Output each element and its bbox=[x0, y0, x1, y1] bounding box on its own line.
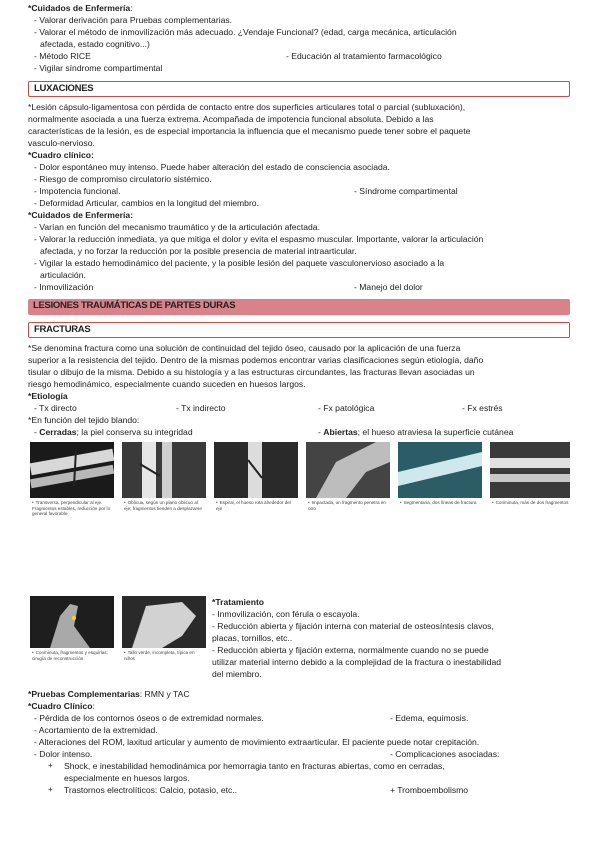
list-item: - Complicaciones asociadas: bbox=[390, 749, 500, 759]
subheading: *Tratamiento bbox=[212, 597, 265, 607]
list-item: - Educación al tratamiento farmacológico bbox=[286, 51, 442, 61]
xray-image-tallo-verde bbox=[122, 596, 206, 648]
xray-image-segmentaria bbox=[398, 442, 482, 498]
paragraph-line: superior a la resistencia del tejido. Dentro de la mismas podemos encontrar varias clasificaciones según etiología, daño bbox=[28, 355, 484, 365]
paragraph-line: *Lesión cápsulo-ligamentosa con pérdida de contacto entre dos superficies articulares total o parcial (subluxación), bbox=[28, 102, 466, 112]
image-caption: • Conminuta, fragmentos y esquirlas; cirugía de reconstrucción bbox=[32, 650, 114, 661]
image-caption: • Espiral, el hueso rota alrededor del eje bbox=[216, 500, 298, 511]
cuidados-line: *Cuidados de Enfermería: bbox=[28, 3, 133, 13]
list-item: - Tx indirecto bbox=[176, 403, 226, 413]
list-item: - Reducción abierta y fijación interna con material de osteosíntesis clavos, bbox=[212, 621, 494, 631]
bullet-marker: + bbox=[48, 785, 53, 794]
list-item: del miembro. bbox=[212, 669, 262, 679]
list-item: especialmente en huesos largos. bbox=[64, 773, 190, 783]
paragraph-line: características de la lesión, es de especial importancia la influencia que el mecanismo puede tener sobre el paquete bbox=[28, 126, 471, 136]
list-item: articulación. bbox=[40, 270, 86, 280]
list-item: - Manejo del dolor bbox=[354, 282, 423, 292]
list-item: - Alteraciones del ROM, laxitud articular y aumento de movimiento extraarticular. El paciente puede notar crepitación. bbox=[34, 737, 480, 747]
list-item: afectada, estado cognitivo...) bbox=[40, 39, 150, 49]
list-item: - Fx patológica bbox=[318, 403, 375, 413]
bullet-marker: + bbox=[48, 761, 53, 770]
paragraph-line: riesgo hemodinámico, especialmente cuando suceden en huesos largos. bbox=[28, 379, 306, 389]
image-caption: • Tallo verde, incompleta, típica en niños bbox=[124, 650, 206, 661]
paragraph-line: *Se denomina fractura como una solución de continuidad del tejido óseo, causado por la aplicación de una fuerza bbox=[28, 343, 461, 353]
subheading: *Cuidados de Enfermería: bbox=[28, 210, 134, 220]
list-item: - Impotencia funcional. bbox=[34, 186, 121, 196]
xray-image-conminuta-mano bbox=[30, 596, 114, 648]
list-item: - Dolor espontáneo muy intenso. Puede haber alteración del estado de consciencia asociada. bbox=[34, 162, 390, 172]
list-item: - Vigilar síndrome compartimental bbox=[34, 63, 163, 73]
list-item: - Deformidad Articular, cambios en la longitud del miembro. bbox=[34, 198, 259, 208]
section-header-partes-duras: LESIONES TRAUMÁTICAS DE PARTES DURAS bbox=[28, 299, 570, 315]
list-item: - Reducción abierta y fijación externa, normalmente cuando no se puede bbox=[212, 645, 489, 655]
xray-image-oblicua bbox=[122, 442, 206, 498]
list-item: - Edema, equimosis. bbox=[390, 713, 469, 723]
list-item: utilizar material interno debido a la complejidad de la fractura o inestabilidad bbox=[212, 657, 502, 667]
list-item: Shock, e inestabilidad hemodinámica por hemorragia tanto en fracturas abiertas, como en cerradas, bbox=[64, 761, 445, 771]
list-item: placas, tornillos, etc.. bbox=[212, 633, 293, 643]
list-item: - Varían en función del mecanismo traumático y de la articulación afectada. bbox=[34, 222, 320, 232]
list-item: - Tx directo bbox=[34, 403, 77, 413]
section-header-luxaciones: LUXACIONES bbox=[28, 81, 570, 97]
paragraph-line: normalmente asociada a una fuerza extrema. Acompañada de impotencia funcional absoluta. Debido a las bbox=[28, 114, 434, 124]
image-caption: • Transversa, perpendicular al eje. Fragmentos estables, reducción por lo general favorable bbox=[32, 500, 114, 517]
list-item: - Dolor intenso. bbox=[34, 749, 93, 759]
xray-image-impactada bbox=[306, 442, 390, 498]
list-item: - Inmovilización, con férula o escayola. bbox=[212, 609, 360, 619]
list-item: - Inmovilización bbox=[34, 282, 94, 292]
list-item: - Fx estrés bbox=[462, 403, 503, 413]
list-item: afectada, y no forzar la reducción por la posible presencia de material intraarticular. bbox=[40, 246, 357, 256]
paragraph-line: vasculo-nervioso. bbox=[28, 138, 95, 148]
list-item: - Valorar la reducción inmediata, ya que mitiga el dolor y evita el espasmo muscular. Importante, valorar la articulación bbox=[34, 234, 484, 244]
list-item: - Valorar derivación para Pruebas complementarias. bbox=[34, 15, 233, 25]
list-item: - Valorar el método de inmovilización más adecuado. ¿Vendaje Funcional? (edad, carga mecánica, articulación bbox=[34, 27, 457, 37]
list-item: - Abiertas; el hueso atraviesa la superficie cutánea bbox=[318, 427, 514, 437]
list-item: - Síndrome compartimental bbox=[354, 186, 458, 196]
list-item: - Riesgo de compromiso circulatorio sistémico. bbox=[34, 174, 212, 184]
list-item: Trastornos electrolíticos: Calcio, potasio, etc.. bbox=[64, 785, 238, 795]
section-header-fracturas: FRACTURAS bbox=[28, 322, 570, 338]
list-item: - Método RICE bbox=[34, 51, 91, 61]
list-item: - Acortamiento de la extremidad. bbox=[34, 725, 158, 735]
list-item: + Tromboembolismo bbox=[390, 785, 469, 795]
list-item: - Cerradas; la piel conserva su integridad bbox=[34, 427, 193, 437]
paragraph-line: tisular o dibujo de la misma. Debido a su histología y a las estructuras circundantes, las fracturas llevan asociadas un bbox=[28, 367, 475, 377]
subheading: *Etiología bbox=[28, 391, 68, 401]
paragraph-line: *En función del tejido blando: bbox=[28, 415, 140, 425]
image-caption: • Segmentaria, dos líneas de fractura bbox=[400, 500, 482, 506]
pruebas-line: *Pruebas Complementarias: RMN y TAC bbox=[28, 689, 190, 699]
xray-image-transversa bbox=[30, 442, 114, 498]
image-caption: • Oblicua, según un plano oblicuo al eje; fragmentos tienden a desplazarse bbox=[124, 500, 206, 511]
subheading: *Cuadro Clínico: bbox=[28, 701, 95, 711]
image-caption: • Impactada, un fragmento penetra en otro bbox=[308, 500, 390, 511]
xray-image-espiral bbox=[214, 442, 298, 498]
image-caption: • Conminuta, más de dos fragmentos bbox=[492, 500, 570, 506]
xray-image-conminuta bbox=[490, 442, 570, 498]
subheading: *Cuadro clínico: bbox=[28, 150, 94, 160]
list-item: - Vigilar la estado hemodinámico del paciente, y la posible lesión del paquete vasculonervioso asociado a la bbox=[34, 258, 445, 268]
list-item: - Pérdida de los contornos óseos o de extremidad normales. bbox=[34, 713, 264, 723]
